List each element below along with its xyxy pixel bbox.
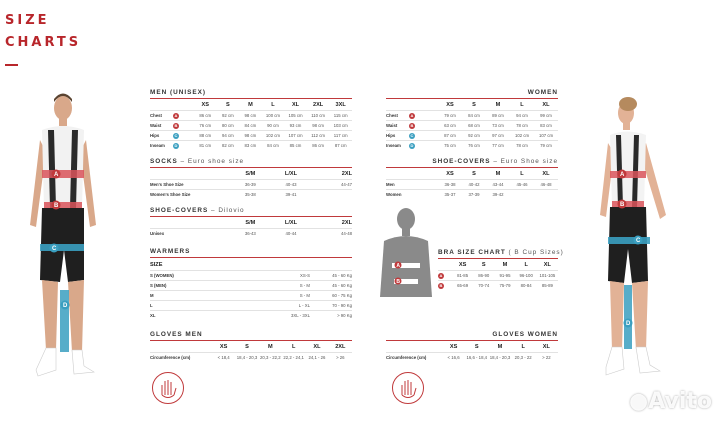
row-label: Circumference (cm)	[386, 353, 442, 363]
badge-c: C	[410, 132, 414, 138]
row-label: Inseam	[150, 142, 165, 148]
size-header: XS	[449, 344, 458, 350]
size-header: 2XL	[312, 102, 324, 108]
section-rule	[438, 258, 558, 259]
cell: 73 cm	[486, 121, 510, 131]
men-unisex-table	[150, 89, 352, 151]
badge-a: A	[174, 112, 178, 118]
glove-women-icon	[392, 372, 424, 404]
table-row	[386, 141, 558, 151]
cell: 105 cm	[284, 111, 307, 121]
cell: 115 cm	[329, 111, 352, 121]
size-header: 3XL	[335, 102, 346, 108]
table-row	[386, 353, 558, 363]
cell: 44-48	[311, 229, 352, 239]
female-model-figure	[594, 95, 684, 385]
table-row	[150, 131, 352, 141]
page-title-line1: SIZE	[5, 13, 50, 28]
row-label: S (MEN)	[150, 281, 240, 291]
cell: 92 cm	[217, 111, 240, 121]
cell: XS-S	[240, 271, 310, 281]
socks-subtitle: – Euro shoe size	[177, 158, 245, 165]
cell: > 22	[535, 353, 558, 363]
cell: 40-44	[271, 229, 312, 239]
cell: 36-43	[230, 229, 271, 239]
cell: 101-105	[537, 271, 558, 281]
cell: 84 cm	[239, 121, 262, 131]
cell: S - M	[240, 281, 310, 291]
table-row	[438, 281, 558, 291]
size-header: XL	[313, 344, 321, 350]
table-row	[386, 111, 558, 121]
cell: 86-90	[473, 271, 494, 281]
section-rule	[150, 216, 352, 217]
socks-table	[150, 158, 352, 200]
bra-subtitle: ( B Cup Sizes)	[505, 249, 564, 256]
cell: 87 cm	[329, 141, 352, 151]
cell: 35-38	[230, 190, 271, 200]
cell: 84 cm	[262, 141, 285, 151]
watermark-text: Avito	[648, 389, 712, 414]
cell: 39-42	[486, 190, 510, 200]
socks-title: SOCKS	[150, 158, 178, 165]
size-header: M	[267, 344, 273, 350]
female-socks-shoes	[606, 347, 660, 375]
cell: 22,2 - 24,1	[282, 353, 305, 363]
warmers-size-label: SIZE	[150, 262, 163, 268]
cell: 63 cm	[438, 121, 462, 131]
svg-text:D: D	[626, 321, 631, 327]
row-label: Hips	[150, 132, 160, 138]
cell: 107 cm	[284, 131, 307, 141]
badge-b: B	[439, 282, 443, 288]
svg-text:A: A	[620, 172, 625, 178]
table-row	[150, 291, 352, 301]
cell: 80-84	[516, 281, 537, 291]
row-label: Men's Shoe Size	[150, 180, 230, 190]
cell: 96-100	[516, 271, 537, 281]
shoe-covers-euro-subtitle: – Euro Shoe size	[490, 158, 558, 165]
male-head	[54, 96, 72, 120]
table-row	[386, 131, 558, 141]
title-underline	[5, 64, 18, 66]
row-label: Unisex	[150, 229, 230, 239]
size-header: XS	[219, 344, 228, 350]
cell: 36-38	[438, 180, 462, 190]
shoe-covers-euro-title: SHOE-COVERS	[432, 158, 491, 165]
cell: < 16,6	[442, 353, 465, 363]
cell: 20,3 - 22	[512, 353, 535, 363]
cell: 44-47	[311, 180, 352, 190]
row-label: Waist	[386, 122, 398, 128]
cell: 98 cm	[307, 121, 330, 131]
size-header: S/M	[245, 220, 256, 226]
women-title: WOMEN	[527, 89, 558, 96]
cell: 36-39	[230, 180, 271, 190]
table-row	[150, 281, 352, 291]
cell: 60 - 75 Kg	[310, 291, 352, 301]
size-header: XS	[201, 102, 210, 108]
cell	[534, 190, 558, 200]
cell: 84 cm	[462, 111, 486, 121]
cell: 94 cm	[217, 131, 240, 141]
section-rule	[386, 340, 558, 341]
cell: 85 cm	[284, 141, 307, 151]
cell: 102 cm	[262, 131, 285, 141]
section-rule	[150, 167, 352, 168]
section-rule	[150, 257, 352, 258]
cell: 83 cm	[534, 121, 558, 131]
cell: 24,1 - 26	[305, 353, 328, 363]
size-header: XL	[542, 102, 550, 108]
size-header: M	[495, 102, 501, 108]
size-header: 2XL	[335, 344, 346, 350]
size-header: S	[472, 102, 476, 108]
cell: 92 cm	[462, 131, 486, 141]
shoe-covers-title: SHOE-COVERS	[150, 207, 209, 214]
badge-a: A	[410, 112, 414, 118]
size-header: XL	[542, 171, 550, 177]
size-header: S	[481, 262, 486, 268]
cell: 45 - 60 Kg	[310, 281, 352, 291]
cell: 97 cm	[486, 131, 510, 141]
size-header: M	[495, 171, 501, 177]
section-rule	[386, 167, 558, 168]
gloves-men-table	[150, 331, 352, 363]
cell: 75 cm	[438, 141, 462, 151]
female-inseam-band	[624, 285, 632, 349]
table-row	[386, 180, 558, 190]
badge-c: C	[174, 132, 178, 138]
table-row	[150, 141, 352, 151]
glove-men-icon	[152, 372, 184, 404]
size-header: XL	[543, 262, 551, 268]
size-header: M	[502, 262, 508, 268]
cell: 65-69	[452, 281, 473, 291]
svg-text:C: C	[636, 238, 641, 244]
size-header: L	[520, 102, 524, 108]
shoe-covers-dilovio-table	[150, 207, 352, 239]
row-label: L	[150, 301, 240, 311]
page-title-line2: CHARTS	[5, 35, 82, 50]
table-row	[150, 353, 352, 363]
size-header: L	[520, 171, 524, 177]
table-row	[150, 271, 352, 281]
cell: 35-37	[438, 190, 462, 200]
avito-logo-icon: ●	[629, 389, 649, 414]
cell: 86 cm	[194, 111, 217, 121]
badge-d: D	[174, 142, 178, 148]
cell: 110 cm	[307, 111, 330, 121]
section-rule	[150, 98, 352, 99]
cell: 16,6 - 18,4	[465, 353, 488, 363]
bra-silhouette-figure	[378, 205, 434, 301]
svg-text:C: C	[52, 246, 57, 252]
size-header: XS	[446, 102, 454, 108]
cell: 70-74	[473, 281, 494, 291]
cell: 81-85	[452, 271, 473, 281]
cell: 79 cm	[534, 141, 558, 151]
row-label: Waist	[150, 122, 162, 128]
size-header: L/XL	[284, 171, 298, 177]
row-label: Men	[386, 180, 438, 190]
cell: 103 cm	[329, 121, 352, 131]
size-header: S	[225, 102, 230, 108]
table-row	[386, 190, 558, 200]
badge-d: D	[410, 142, 414, 148]
cell: 107 cm	[534, 131, 558, 141]
cell: 117 cm	[329, 131, 352, 141]
male-socks-shoes	[36, 348, 94, 376]
shoe-covers-subtitle: – Dilovio	[208, 207, 245, 214]
table-row	[150, 229, 352, 239]
cell: 79 cm	[438, 111, 462, 121]
badge-a: A	[439, 272, 443, 278]
size-header: S/M	[245, 171, 256, 177]
cell: 83 cm	[239, 141, 262, 151]
table-row	[150, 180, 352, 190]
cell: 80 cm	[217, 121, 240, 131]
section-rule	[386, 98, 558, 99]
svg-text:A: A	[54, 172, 59, 178]
cell: 3XL - 3XL	[240, 311, 310, 321]
gloves-women-table	[386, 331, 558, 363]
avito-watermark	[629, 389, 712, 414]
men-unisex-title: MEN (UNISEX)	[150, 89, 207, 96]
cell	[510, 190, 534, 200]
male-chest-band	[42, 170, 84, 178]
cell: 45-46	[510, 180, 534, 190]
size-header: M	[497, 344, 503, 350]
cell: 102 cm	[510, 131, 534, 141]
cell: 78 cm	[510, 141, 534, 151]
size-header: XL	[291, 102, 300, 108]
size-header: XS	[458, 262, 467, 268]
cell: 20,3 - 22,2	[259, 353, 282, 363]
row-label: Chest	[150, 112, 162, 118]
cell: 99 cm	[534, 111, 558, 121]
table-row	[150, 311, 352, 321]
bra-size-table	[438, 249, 564, 291]
size-header: L	[524, 262, 528, 268]
size-header: 2XL	[341, 220, 352, 226]
cell: 75-79	[494, 281, 515, 291]
cell: 89 cm	[486, 111, 510, 121]
male-hips-band	[40, 244, 84, 251]
cell: 78 cm	[510, 121, 534, 131]
table-row	[150, 111, 352, 121]
cell: 98 cm	[239, 111, 262, 121]
cell: > 90 Kg	[310, 311, 352, 321]
cell: 68 cm	[462, 121, 486, 131]
svg-text:B: B	[396, 279, 401, 285]
male-inseam-band	[60, 290, 69, 352]
svg-text:A: A	[396, 263, 401, 269]
row-label: M	[150, 291, 240, 301]
table-row	[150, 301, 352, 311]
cell: 77 cm	[486, 141, 510, 151]
cell: 100 cm	[262, 111, 285, 121]
size-header: M	[248, 102, 253, 108]
svg-text:D: D	[63, 303, 68, 309]
shoe-covers-euro-table	[386, 158, 558, 200]
size-header: S	[472, 171, 476, 177]
women-table	[386, 89, 558, 151]
cell: 76 cm	[194, 121, 217, 131]
silhouette-head	[397, 208, 415, 230]
table-row	[150, 121, 352, 131]
table-row	[438, 271, 558, 281]
cell: 82 cm	[217, 141, 240, 151]
row-label: Women's Shoe Size	[150, 190, 230, 200]
cell: > 26	[329, 353, 352, 363]
cell: 37-39	[462, 190, 486, 200]
size-header: L/XL	[284, 220, 298, 226]
bra-title: BRA SIZE CHART	[438, 249, 506, 256]
size-header: S	[474, 344, 479, 350]
size-header: XL	[542, 344, 550, 350]
cell: 98 cm	[239, 131, 262, 141]
male-model-figure	[18, 90, 108, 385]
gloves-women-title: GLOVES WOMEN	[492, 331, 558, 338]
row-label: Chest	[386, 112, 398, 118]
table-row	[386, 121, 558, 131]
row-label: S (WOMEN)	[150, 271, 240, 281]
badge-b: B	[410, 122, 414, 128]
row-label: Circumference (cm)	[150, 353, 212, 363]
cell: 112 cm	[307, 131, 330, 141]
cell: 86 cm	[307, 141, 330, 151]
row-label: Women	[386, 190, 438, 200]
gloves-men-title: GLOVES MEN	[150, 331, 203, 338]
row-label: XL	[150, 311, 240, 321]
cell: < 18,4	[212, 353, 235, 363]
cell: 91-95	[494, 271, 515, 281]
size-header: XS	[446, 171, 454, 177]
size-header: L	[271, 102, 275, 108]
cell: 18,4 - 20,3	[235, 353, 258, 363]
female-bib-shorts	[608, 207, 648, 283]
warmers-title: WARMERS	[150, 248, 191, 255]
row-label: Hips	[386, 132, 396, 138]
female-hair	[619, 97, 637, 111]
svg-text:B: B	[54, 203, 59, 209]
badge-b: B	[174, 122, 178, 128]
male-waist-band	[44, 202, 82, 209]
size-header: L	[291, 344, 296, 350]
cell	[311, 190, 352, 200]
cell: 46-48	[534, 180, 558, 190]
svg-text:B: B	[620, 202, 625, 208]
cell: 90 cm	[262, 121, 285, 131]
table-row	[150, 190, 352, 200]
cell: 85-89	[537, 281, 558, 291]
female-waist-band	[612, 201, 644, 207]
cell: 43-44	[486, 180, 510, 190]
cell: 76 cm	[462, 141, 486, 151]
cell: 94 cm	[510, 111, 534, 121]
cell: 93 cm	[284, 121, 307, 131]
cell: 81 cm	[194, 141, 217, 151]
size-header: 2XL	[341, 171, 352, 177]
warmers-table	[150, 248, 352, 321]
cell: L - XL	[240, 301, 310, 311]
female-jersey	[610, 132, 646, 208]
cell: 70 - 90 Kg	[310, 301, 352, 311]
row-label: Inseam	[386, 142, 401, 148]
cell: 40-43	[271, 180, 312, 190]
female-chest-band	[610, 171, 646, 178]
cell: 40-42	[462, 180, 486, 190]
size-header: S	[245, 344, 249, 350]
section-rule	[150, 340, 352, 341]
cell: S - M	[240, 291, 310, 301]
cell: 88 cm	[194, 131, 217, 141]
cell: 39-41	[271, 190, 312, 200]
cell: 45 - 60 Kg	[310, 271, 352, 281]
cell: 18,4 - 20,3	[488, 353, 511, 363]
female-hips-band	[608, 237, 650, 244]
cell: 87 cm	[438, 131, 462, 141]
size-header: L	[521, 344, 525, 350]
